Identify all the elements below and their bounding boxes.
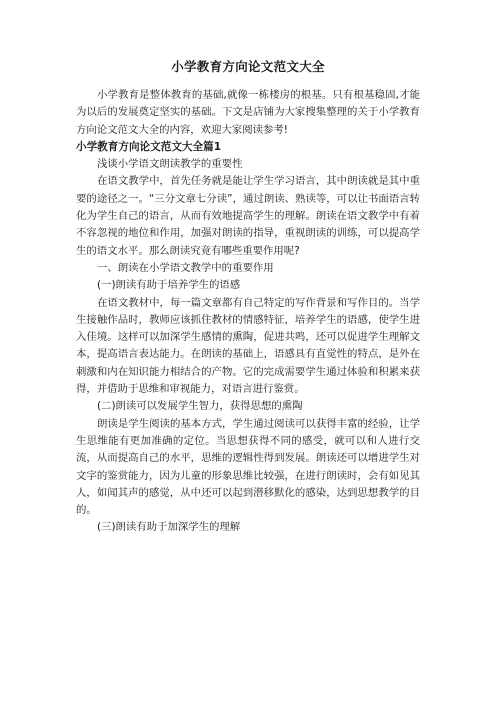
- body-paragraph: 在语文教材中，每一篇文章都有自己特定的写作背景和写作目的。当学生接触作品时，教师应该抓住教材的情感特征，培养学生的语感，使学生进入佳境。这样可以加深学生感情的熏陶，促进共鸣，还可以促进学生理解文本，提高语言表达能力。在朗读的基础上，语感具有直觉性的特点，是外在刺激和内在知识能力相结合的产物。它的完成需要学生通过体验和积累来获得，并借助于思维和审视能力，对语言进行鉴赏。: [76, 296, 420, 396]
- body-paragraph: 在语文教学中，首先任务就是能让学生学习语言，其中朗读就是其中重要的途径之一。“三分文章七分读”，通过朗读、熟读等，可以让书面语言转化为学生自己的语言，从而有效地提高学生的理解。朗读在语文教学中有着不容忽视的地位和作用，加强对朗读的指导，重视朗读的训练，可以提高学生的语文水平。那么朗读究竟有哪些重要作用呢?: [76, 175, 420, 257]
- intro-paragraph: 小学教育是整体教育的基础,就像一栋楼房的根基。只有根基稳固,才能为以后的发展奠定坚实的基础。下文是店铺为大家搜集整理的关于小学教育方向论文范文大全的内容，欢迎大家阅读参考!: [76, 89, 420, 136]
- subheading-3: (三)朗读有助于加深学生的理解: [97, 521, 241, 534]
- document-page: [76, 58, 420, 537]
- body-paragraph: 朗读是学生阅读的基本方式，学生通过阅读可以获得丰富的经验，让学生思维能有更加准确的定位。当思想获得不同的感受，就可以和人进行交流，从而提高自己的水平，思维的逻辑性得到发展。朗读还可以增进学生对文字的鉴赏能力，因为儿童的形象思维比较强，在进行朗读时，会有如见其人，如闻其声的感觉，从中还可以起到潜移默化的感染，达到思想教学的目的。: [76, 417, 420, 517]
- section-title: 小学教育方向论文范文大全篇1: [76, 140, 222, 153]
- article-title: 浅谈小学语文朗读教学的重要性: [97, 158, 243, 171]
- subheading-2: (二)朗读可以发展学生智力，获得思想的熏陶: [97, 400, 303, 413]
- heading-part-one: 一、朗读在小学语文教学中的重要作用: [97, 261, 274, 274]
- subheading-1: (一)朗读有助于培养学生的语感: [97, 279, 241, 292]
- document-title: 小学教育方向论文范文大全: [171, 59, 325, 74]
